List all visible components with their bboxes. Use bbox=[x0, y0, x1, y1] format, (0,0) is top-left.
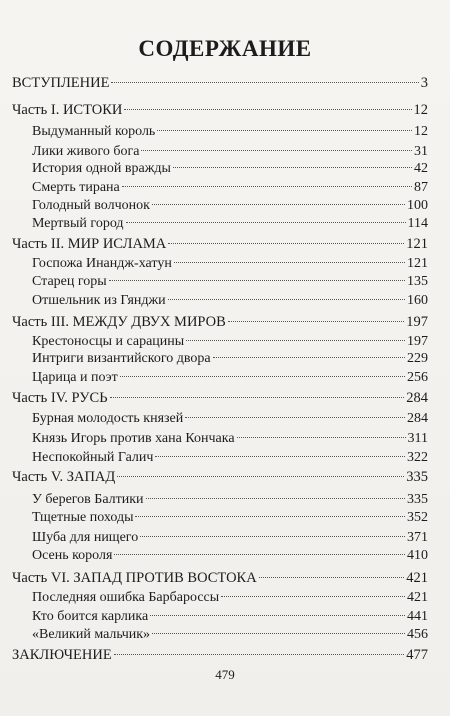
toc-entry-title: Кто боится карлика bbox=[32, 609, 149, 624]
toc-entry-page: 3 bbox=[420, 75, 428, 91]
toc-chapter-entry bbox=[32, 143, 428, 161]
dot-leader bbox=[259, 577, 405, 578]
dot-leader bbox=[157, 130, 412, 131]
toc-chapter-entry bbox=[32, 160, 428, 178]
toc-chapter-entry bbox=[32, 292, 428, 310]
toc-entry-page: 87 bbox=[414, 180, 428, 195]
toc-entry-title: Осень короля bbox=[32, 548, 113, 563]
toc-entry-page: 229 bbox=[407, 351, 428, 366]
toc-chapter-entry bbox=[32, 589, 428, 607]
toc-entry-page: 371 bbox=[407, 530, 428, 545]
dot-leader bbox=[141, 150, 412, 151]
toc-entry-title: Смерть тирана bbox=[32, 180, 120, 195]
toc-entry-page: 421 bbox=[406, 570, 428, 586]
toc-entry-page: 456 bbox=[407, 627, 428, 642]
toc-section-entry bbox=[12, 468, 428, 486]
dot-leader bbox=[109, 280, 405, 281]
toc-entry-title: Лики живого бога bbox=[32, 144, 140, 159]
toc-entry-title: Шуба для нищего bbox=[32, 530, 139, 545]
toc-chapter-entry bbox=[32, 273, 428, 291]
toc-entry-page: 160 bbox=[407, 293, 428, 308]
toc-chapter-entry bbox=[32, 350, 428, 368]
toc-chapter-entry bbox=[32, 255, 428, 273]
dot-leader bbox=[237, 437, 406, 438]
toc-chapter-entry bbox=[32, 608, 428, 626]
toc-entry-page: 284 bbox=[407, 411, 428, 426]
toc-entry-title: Крестоносцы и сарацины bbox=[32, 334, 185, 349]
toc-entry-page: 256 bbox=[407, 370, 428, 385]
toc-chapter-entry bbox=[32, 369, 428, 387]
toc-section-entry bbox=[12, 646, 428, 664]
dot-leader bbox=[152, 204, 405, 205]
toc-entry-page: 121 bbox=[406, 236, 428, 252]
toc-entry-title: ВСТУПЛЕНИЕ bbox=[12, 75, 110, 91]
toc-section-entry bbox=[12, 569, 428, 587]
toc-chapter-entry bbox=[32, 547, 428, 565]
toc-entry-page: 421 bbox=[407, 590, 428, 605]
toc-chapter-entry bbox=[32, 123, 428, 141]
toc-section-entry bbox=[12, 389, 428, 407]
toc-entry-page: 42 bbox=[414, 161, 428, 176]
toc-entry-page: 121 bbox=[407, 256, 428, 271]
page-number: 479 bbox=[215, 667, 235, 682]
dot-leader bbox=[126, 222, 406, 223]
toc-entry-title: Часть V. ЗАПАД bbox=[12, 469, 116, 485]
toc-entry-title: «Великий мальчик» bbox=[32, 627, 151, 642]
toc-entry-page: 135 bbox=[407, 274, 428, 289]
toc-entry-page: 335 bbox=[406, 469, 428, 485]
toc-entry-title: Царица и поэт bbox=[32, 370, 118, 385]
toc-chapter-entry bbox=[32, 430, 428, 448]
toc-entry-title: История одной вражды bbox=[32, 161, 171, 176]
dot-leader bbox=[168, 299, 405, 300]
dot-leader bbox=[168, 243, 404, 244]
toc-entry-page: 477 bbox=[406, 647, 428, 663]
toc-entry-page: 100 bbox=[407, 198, 428, 213]
toc-entry-title: Часть III. МЕЖДУ ДВУХ МИРОВ bbox=[12, 314, 226, 330]
toc-entry-title: Старец горы bbox=[32, 274, 107, 289]
toc-entry-title: Тщетные походы bbox=[32, 510, 134, 525]
dot-leader bbox=[150, 615, 405, 616]
toc-entry-title: Бурная молодость князей bbox=[32, 411, 184, 426]
dot-leader bbox=[146, 498, 405, 499]
toc-chapter-entry bbox=[32, 449, 428, 467]
toc-entry-title: Последняя ошибка Барбароссы bbox=[32, 590, 220, 605]
toc-entry-title: Часть I. ИСТОКИ bbox=[12, 102, 123, 118]
dot-leader bbox=[213, 357, 405, 358]
toc-section-entry bbox=[12, 101, 428, 119]
dot-leader bbox=[114, 554, 405, 555]
toc-entry-title: У берегов Балтики bbox=[32, 492, 144, 507]
dot-leader bbox=[110, 397, 405, 398]
toc-entry-title: Часть VI. ЗАПАД ПРОТИВ ВОСТОКА bbox=[12, 570, 257, 586]
toc-entry-page: 12 bbox=[414, 124, 428, 139]
toc-entry-title: Князь Игорь против хана Кончака bbox=[32, 431, 235, 446]
toc-section-entry bbox=[12, 235, 428, 253]
toc-section-entry bbox=[12, 313, 428, 331]
dot-leader bbox=[152, 633, 405, 634]
toc-entry-title: Отшельник из Гянджи bbox=[32, 293, 166, 308]
toc-entry-title: Голодный волчонок bbox=[32, 198, 150, 213]
toc-entry-page: 114 bbox=[407, 216, 428, 231]
toc-entry-page: 197 bbox=[407, 334, 428, 349]
dot-leader bbox=[155, 456, 405, 457]
toc-chapter-entry bbox=[32, 410, 428, 428]
toc-entry-title: ЗАКЛЮЧЕНИЕ bbox=[12, 647, 112, 663]
toc-entry-page: 311 bbox=[407, 431, 428, 446]
toc-entry-page: 322 bbox=[407, 450, 428, 465]
toc-entry-title: Часть IV. РУСЬ bbox=[12, 390, 108, 406]
dot-leader bbox=[228, 321, 404, 322]
dot-leader bbox=[135, 516, 405, 517]
dot-leader bbox=[140, 536, 405, 537]
dot-leader bbox=[173, 167, 412, 168]
dot-leader bbox=[122, 186, 412, 187]
toc-entry-title: Госпожа Инандж-хатун bbox=[32, 256, 172, 271]
toc-chapter-entry bbox=[32, 179, 428, 197]
dot-leader bbox=[185, 417, 405, 418]
toc-chapter-entry bbox=[32, 215, 428, 233]
toc-entry-title: Часть II. МИР ИСЛАМА bbox=[12, 236, 167, 252]
toc-chapter-entry bbox=[32, 529, 428, 547]
toc-entry-page: 197 bbox=[406, 314, 428, 330]
toc-entry-title: Выдуманный король bbox=[32, 124, 156, 139]
toc-entry-page: 410 bbox=[407, 548, 428, 563]
toc-chapter-entry bbox=[32, 626, 428, 644]
dot-leader bbox=[186, 340, 405, 341]
toc-entry-title: Неспокойный Галич bbox=[32, 450, 154, 465]
toc-entry-page: 284 bbox=[406, 390, 428, 406]
toc-chapter-entry bbox=[32, 197, 428, 215]
toc-section-entry bbox=[12, 74, 428, 92]
page-title: СОДЕРЖАНИЕ bbox=[138, 36, 312, 61]
toc-entry-page: 352 bbox=[407, 510, 428, 525]
toc-entry-title: Интриги византийского двора bbox=[32, 351, 211, 366]
dot-leader bbox=[120, 376, 405, 377]
toc-entry-page: 31 bbox=[414, 144, 428, 159]
dot-leader bbox=[174, 262, 405, 263]
toc-entry-page: 441 bbox=[407, 609, 428, 624]
toc-entry-page: 335 bbox=[407, 492, 428, 507]
dot-leader bbox=[117, 476, 404, 477]
toc-chapter-entry bbox=[32, 491, 428, 509]
toc-entry-title: Мертвый город bbox=[32, 216, 124, 231]
toc-chapter-entry bbox=[32, 509, 428, 527]
dot-leader bbox=[221, 596, 405, 597]
toc-entry-page: 12 bbox=[413, 102, 428, 118]
dot-leader bbox=[111, 82, 418, 83]
toc-chapter-entry bbox=[32, 333, 428, 351]
dot-leader bbox=[124, 109, 411, 110]
dot-leader bbox=[114, 654, 405, 655]
